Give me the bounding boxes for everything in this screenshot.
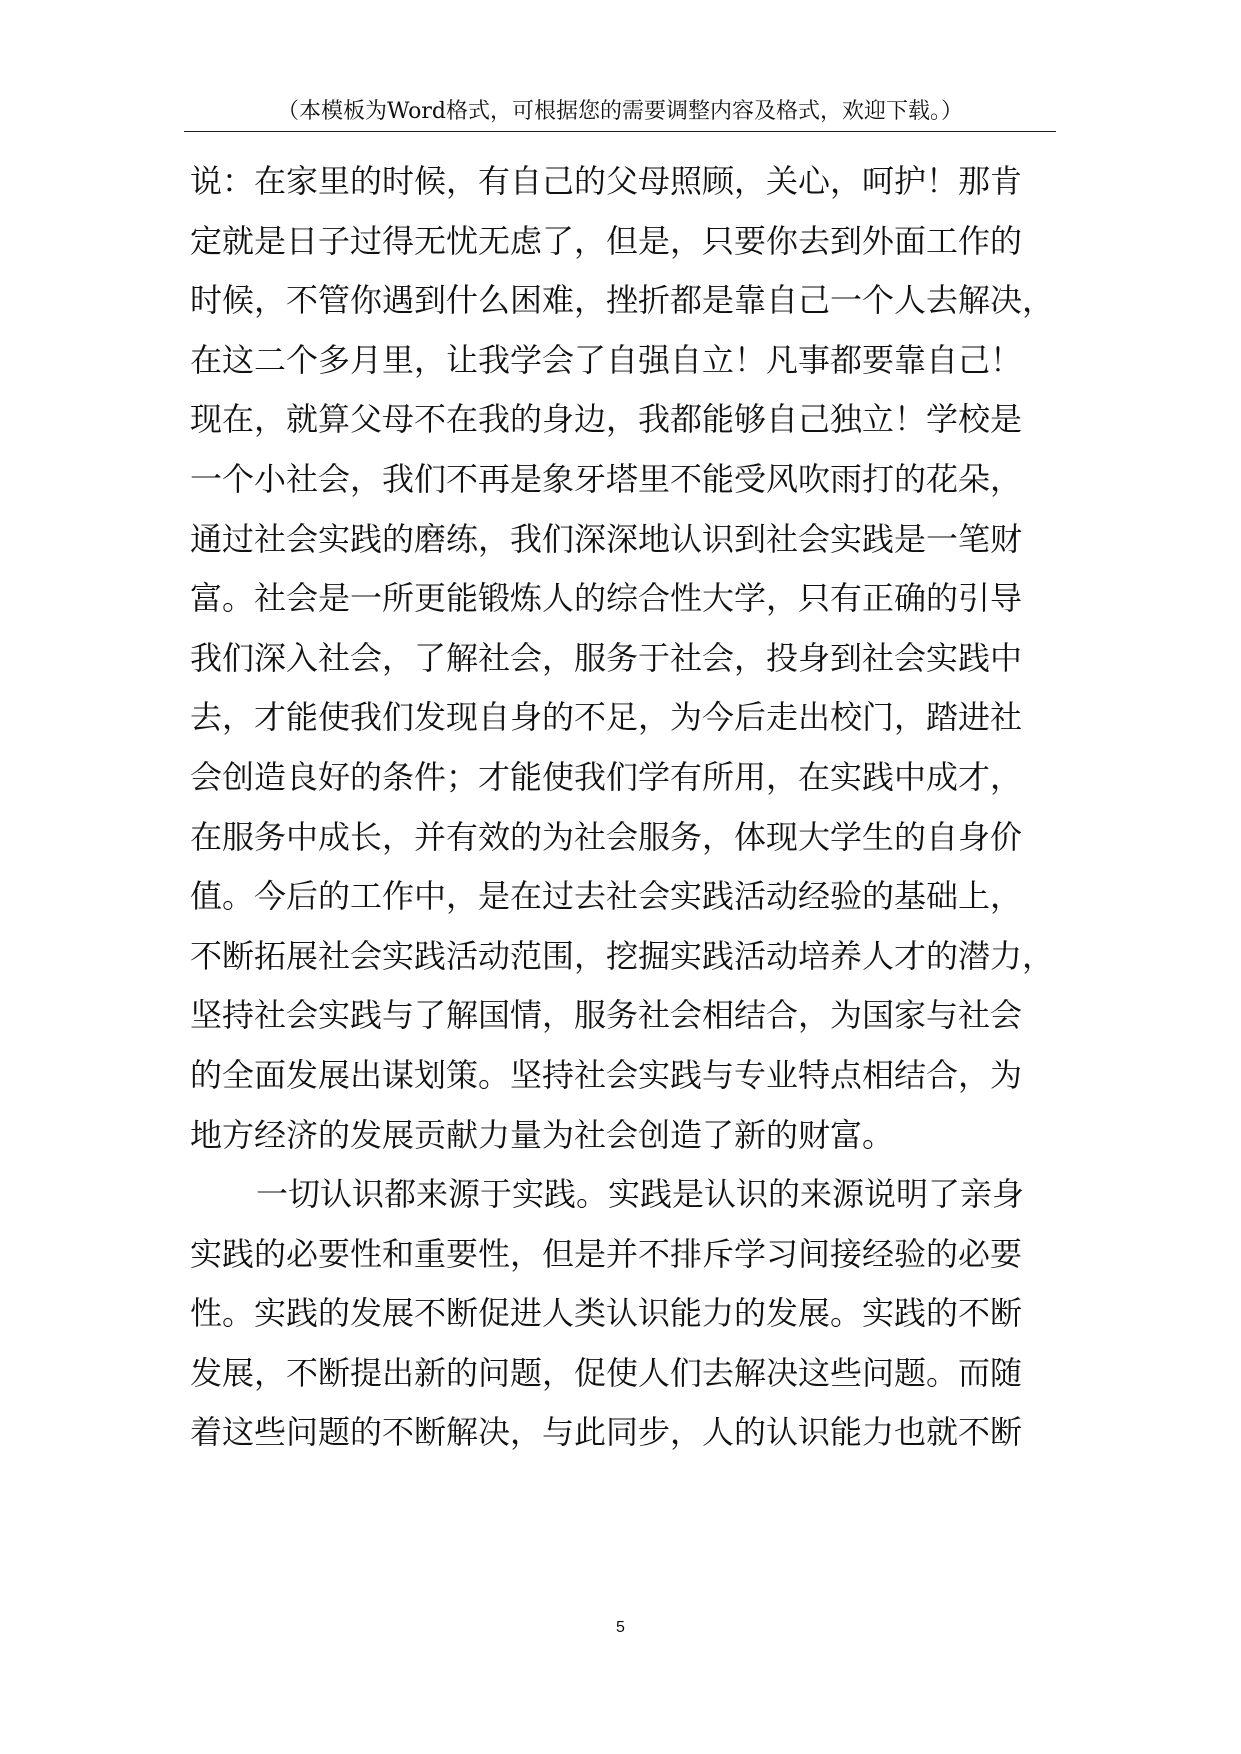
text-line: 性。实践的发展不断促进人类认识能力的发展。实践的不断 [190,1294,1023,1333]
text-line: 地方经济的发展贡献力量为社会创造了新的财富。 [190,1115,895,1154]
text-line: 会创造良好的条件；才能使我们学有所用，在实践中成才， [190,757,1023,796]
text-line: 实践的必要性和重要性，但是并不排斥学习间接经验的必要 [190,1234,1023,1273]
page-header: （本模板为Word格式，可根据您的需要调整内容及格式，欢迎下载。） [277,99,963,124]
text-line: 值。今后的工作中，是在过去社会实践活动经验的基础上， [190,877,1023,916]
document-body [190,152,1060,1463]
text-line: 说：在家里的时候，有自己的父母照顾，关心，呵护！那肯 [190,162,1023,200]
text-line: 时候，不管你遇到什么困难，挫折都是靠自己一个人去解决， [190,281,1055,320]
text-line: 在这二个多月里，让我学会了自强自立！凡事都要靠自己！ [190,340,1023,379]
text-line: 坚持社会实践与了解国情，服务社会相结合，为国家与社会 [190,996,1023,1035]
text-line: 不断拓展社会实践活动范围，挖掘实践活动培养人才的潜力， [190,936,1055,975]
text-line: 通过社会实践的磨练，我们深深地认识到社会实践是一笔财 [190,519,1023,558]
header-divider [184,131,1056,132]
page-number: 5 [616,1619,625,1636]
text-line: 定就是日子过得无忧无虑了，但是，只要你去到外面工作的 [190,221,1023,260]
text-line: 在服务中成长，并有效的为社会服务，体现大学生的自身价 [190,817,1023,856]
text-line: 富。社会是一所更能锻炼人的综合性大学，只有正确的引导 [190,579,1023,618]
text-line: 现在，就算父母不在我的身边，我都能够自己独立！学校是 [190,400,1023,439]
paragraph-first-line: 一切认识都来源于实践。实践是认识的来源说明了亲身 [256,1175,1025,1214]
text-line: 着这些问题的不断解决，与此同步，人的认识能力也就不断 [190,1413,1023,1452]
text-line: 一个小社会，我们不再是象牙塔里不能受风吹雨打的花朵， [190,459,1023,498]
text-line: 发展，不断提出新的问题，促使人们去解决这些问题。而随 [190,1353,1023,1392]
text-line: 的全面发展出谋划策。坚持社会实践与专业特点相结合，为 [190,1055,1023,1094]
text-line: 我们深入社会，了解社会，服务于社会，投身到社会实践中 [190,638,1023,677]
text-line: 去，才能使我们发现自身的不足，为今后走出校门，踏进社 [190,698,1023,737]
